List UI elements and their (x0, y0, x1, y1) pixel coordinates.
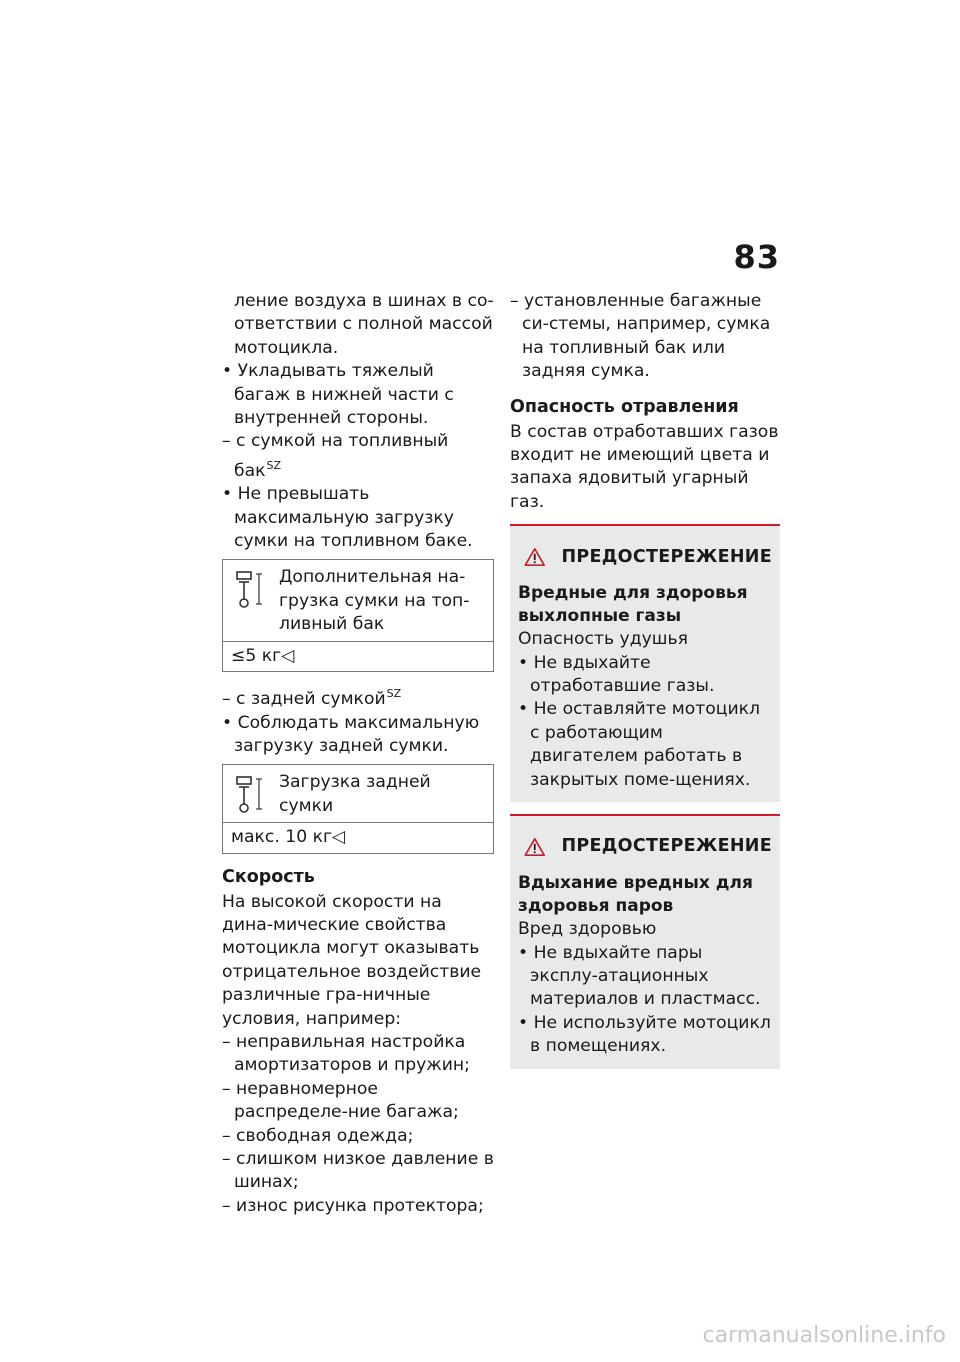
list-item: • Не используйте мотоцикл в помещениях. (518, 1012, 771, 1057)
continued-text: ление воздуха в шинах в со-ответствии с полной массой мотоцикла. (234, 291, 494, 358)
spec-value: ≤5 кг◁ (231, 645, 295, 666)
list-item-rear-bag (222, 682, 494, 711)
spec-header (223, 560, 493, 641)
sz-superscript: SZ (386, 687, 402, 701)
spec-table-rear-bag (222, 764, 494, 853)
speed-paragraph: На высокой скорости на дина-мические свойства мотоцикла могут оказывать отрицательное воздействие различные гра-ничные условия, например: (222, 891, 482, 1029)
warning-box-fumes (510, 814, 780, 1068)
piston-weight-icon (235, 570, 265, 610)
section-heading-poison: Опасность отравления (510, 396, 739, 417)
list-item: – слишком низкое давление в шинах; (222, 1149, 494, 1193)
poison-paragraph: В состав отработавших газов входит не имеющий цвета и запаха ядовитый угарный газ. (510, 421, 779, 512)
watermark: carmanualsonline.info (702, 1323, 946, 1348)
list-item: – неправильная настройка амортизаторов и пружин; (222, 1031, 470, 1076)
rear-bag-label: – с задней сумкой (222, 689, 386, 710)
warning-triangle-icon (524, 832, 545, 862)
spec-value: макс. 10 кг◁ (231, 827, 346, 848)
list-item-luggage-systems: – установленные багажные си-стемы, например, сумка на топливный бак или задняя сумка. (510, 291, 771, 382)
list-item: • Не вдыхайте отработавшие газы. (518, 652, 715, 697)
warning-subheading: Опасность удушья (518, 629, 688, 650)
spec-label: Загрузка задней сумки (279, 772, 431, 816)
section-heading-speed: Скорость (222, 866, 315, 887)
sz-superscript: SZ (266, 458, 282, 472)
warning-heading: Вредные для здоровья выхлопные газы (518, 583, 748, 627)
tank-bag-label: – с сумкой на топливный бак (222, 431, 449, 481)
spec-table-tank-bag (222, 559, 494, 672)
list-item-heavy-luggage: • Укладывать тяжелый багаж в нижней части с внутренней стороны. (222, 361, 454, 429)
page-number: 83 (733, 238, 780, 276)
warning-title: ПРЕДОСТЕРЕЖЕНИЕ (561, 546, 772, 567)
warning-heading: Вдыхание вредных для здоровья паров (518, 873, 753, 917)
list-item: • Не оставляйте мотоцикл с работающим двигателем работать в закрытых поме-щениях. (518, 699, 760, 790)
spec-header (223, 765, 493, 823)
spec-label: Дополнительная на-грузка сумки на топ-ливный бак (279, 567, 470, 635)
piston-weight-icon (235, 775, 265, 815)
list-item-rear-bag-limit: • Соблюдать максимальную загрузку задней сумки. (222, 712, 480, 756)
warning-triangle-icon (524, 542, 545, 572)
list-item-tank-bag (222, 430, 494, 483)
list-item: • Не вдыхайте пары эксплу-атационных материалов и пластмасс. (518, 942, 761, 1010)
list-item: – неравномерное распределе-ние багажа; (222, 1078, 459, 1123)
warning-title-row (518, 542, 772, 572)
list-item: – износ рисунка протектора; (222, 1195, 484, 1216)
warning-title: ПРЕДОСТЕРЕЖЕНИЕ (561, 836, 772, 857)
warning-title-row (518, 832, 772, 862)
list-item-tank-bag-limit: • Не превышать максимальную загрузку сумки на топливном баке. (222, 484, 473, 552)
warning-box-exhaust (510, 524, 780, 802)
warning-subheading: Вред здоровью (518, 919, 657, 940)
left-column (222, 290, 494, 1218)
right-column (510, 290, 780, 1081)
list-item: – свободная одежда; (222, 1125, 414, 1146)
